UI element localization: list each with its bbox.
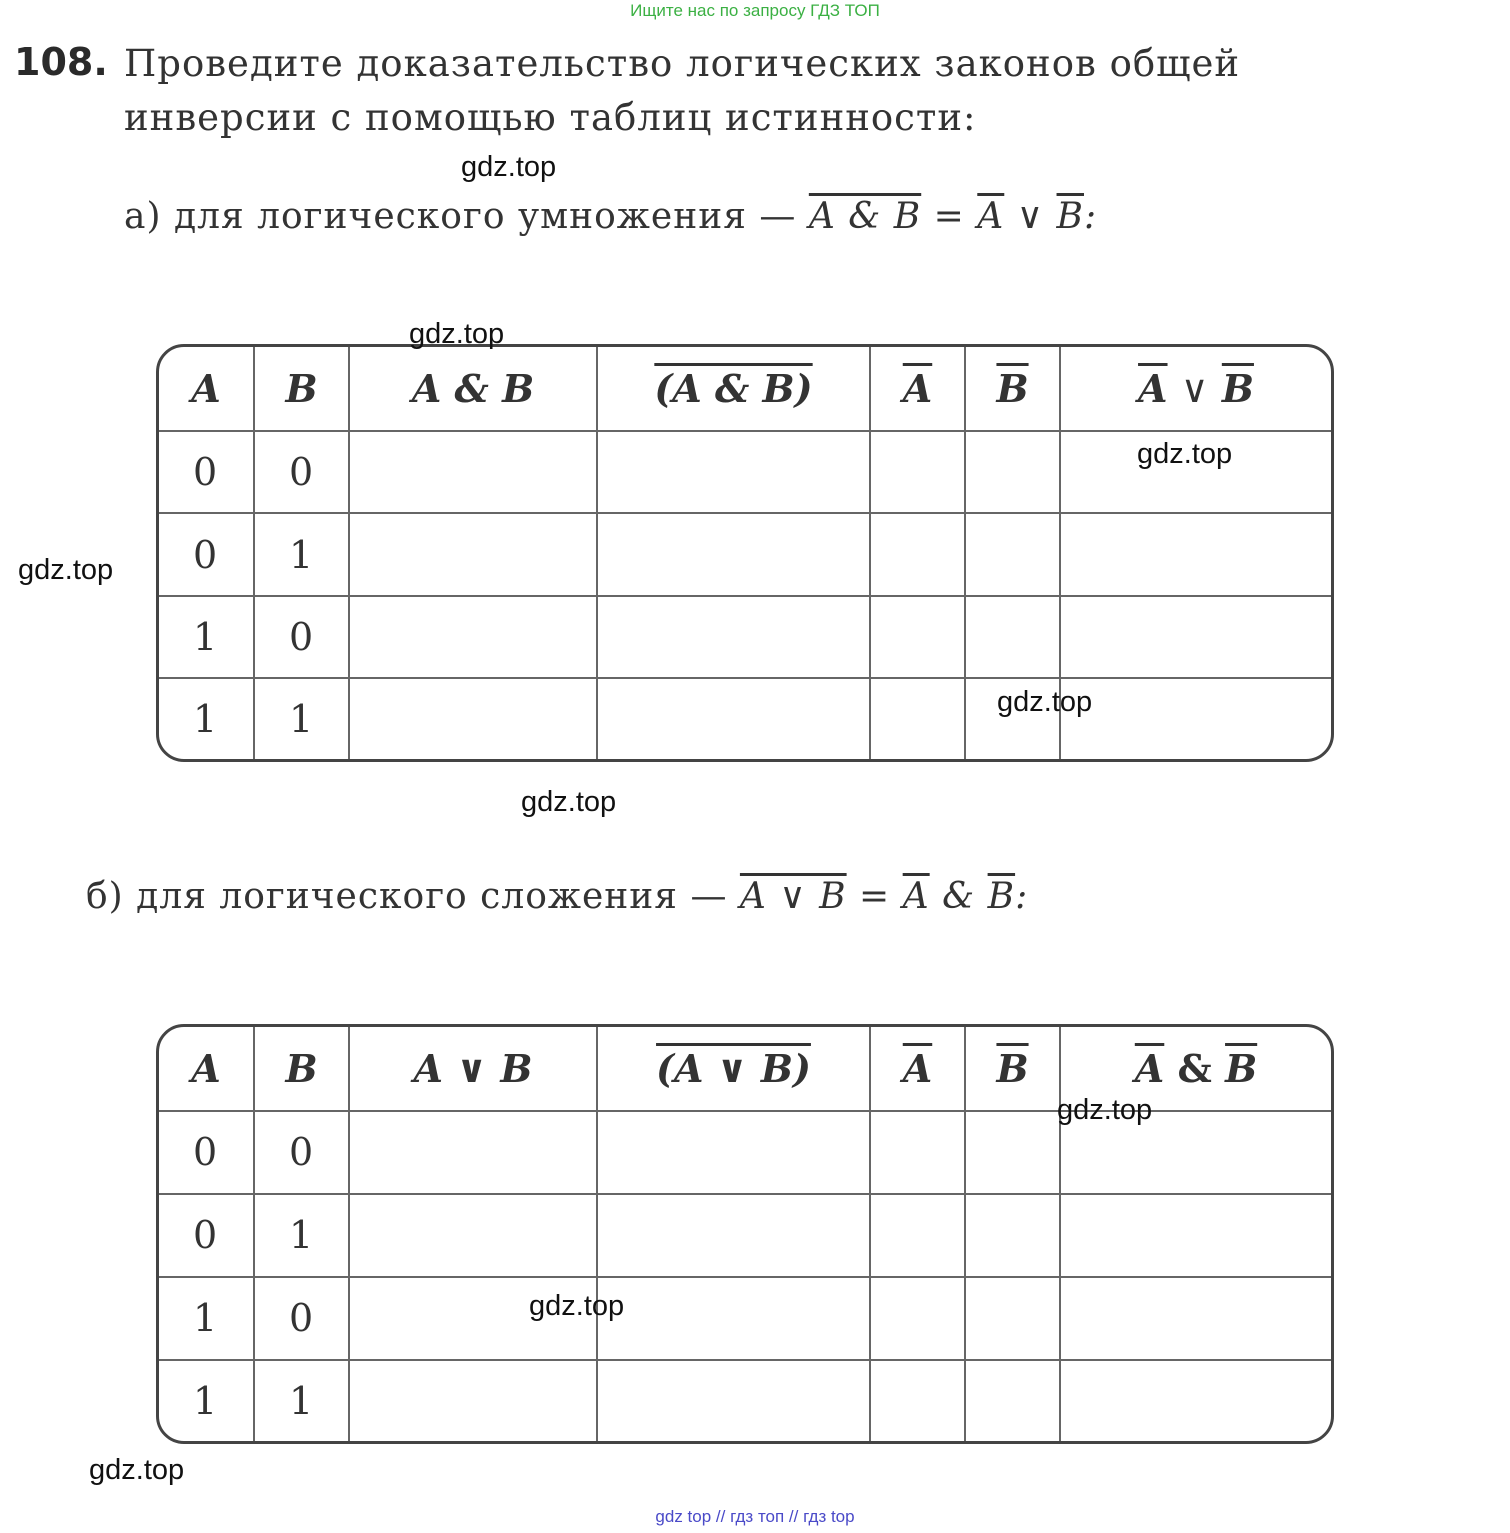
- empty-cell[interactable]: [965, 1194, 1060, 1277]
- table-row: [159, 1194, 1331, 1277]
- header-not-a-or-b: [597, 1027, 870, 1111]
- header-a: A: [159, 347, 254, 431]
- empty-cell[interactable]: [597, 1111, 870, 1194]
- empty-cell[interactable]: [870, 1277, 965, 1360]
- empty-cell[interactable]: [870, 431, 965, 513]
- empty-cell[interactable]: [349, 678, 597, 759]
- empty-cell[interactable]: [965, 1277, 1060, 1360]
- empty-cell[interactable]: [597, 1194, 870, 1277]
- empty-cell[interactable]: [1060, 678, 1331, 759]
- cell-a: 1: [159, 678, 254, 759]
- part-b-suffix: :: [1015, 876, 1029, 917]
- part-b-prefix: б) для логического сложения —: [86, 876, 728, 917]
- empty-cell[interactable]: [870, 678, 965, 759]
- cell-b: 1: [254, 1194, 349, 1277]
- header-a-and-b: A & B: [349, 347, 597, 431]
- header-not-b: [965, 1027, 1060, 1111]
- header-not-a: [870, 1027, 965, 1111]
- part-b-eq: =: [846, 876, 903, 917]
- empty-cell[interactable]: [597, 1360, 870, 1441]
- empty-cell[interactable]: [965, 1111, 1060, 1194]
- empty-cell[interactable]: [597, 513, 870, 595]
- header-not-a-or-not-b: [1060, 347, 1331, 431]
- header-not-a-text: $\overline{A}$: [902, 366, 933, 411]
- cell-b: 0: [254, 1277, 349, 1360]
- header-h-a: $\overline{A}$: [1138, 366, 1168, 411]
- header-h-a: $\overline{A}$: [1134, 1046, 1165, 1091]
- header-a-or-b: A ∨ B: [349, 1027, 597, 1111]
- empty-cell[interactable]: [349, 1360, 597, 1441]
- header-b: B: [254, 1027, 349, 1111]
- watermark: gdz.top: [18, 554, 114, 586]
- empty-cell[interactable]: [349, 1111, 597, 1194]
- cell-b: 0: [254, 596, 349, 678]
- part-a-prefix: а) для логического умножения —: [124, 196, 797, 237]
- header-b: B: [254, 347, 349, 431]
- part-b-rhs-b: $\overline{B}$: [987, 876, 1016, 917]
- part-a-op: ∨: [1004, 196, 1057, 237]
- part-b-formula: [740, 876, 1028, 917]
- empty-cell[interactable]: [1060, 596, 1331, 678]
- part-a-rhs-b: $\overline{B}$: [1056, 196, 1084, 237]
- part-b-op: &: [929, 876, 988, 917]
- empty-cell[interactable]: [870, 513, 965, 595]
- bottom-banner: gdz top // гдз топ // гдз top: [655, 1507, 855, 1526]
- cell-a: 0: [159, 513, 254, 595]
- truth-table-a: [156, 344, 1334, 762]
- cell-b: 0: [254, 1111, 349, 1194]
- empty-cell[interactable]: [965, 431, 1060, 513]
- header-not-a-or-b-text: (A ∨ B): [656, 1046, 811, 1091]
- part-a-rhs-a: $\overline{A}$: [977, 196, 1005, 237]
- header-a: A: [159, 1027, 254, 1111]
- table-row: [159, 1277, 1331, 1360]
- empty-cell[interactable]: [349, 1194, 597, 1277]
- header-not-a-text: $\overline{A}$: [902, 1046, 933, 1091]
- empty-cell[interactable]: [1060, 1277, 1331, 1360]
- header-h-op: &: [1177, 1046, 1212, 1091]
- watermark: gdz.top: [521, 786, 617, 818]
- part-a-formula: [809, 196, 1097, 237]
- part-a-eq: =: [921, 196, 978, 237]
- task-text-line-2: инверсии с помощью таблиц истинности:: [124, 96, 977, 139]
- empty-cell[interactable]: [1060, 1194, 1331, 1277]
- header-not-b-text: $\overline{B}$: [996, 1046, 1029, 1091]
- cell-a: 1: [159, 1277, 254, 1360]
- watermark: gdz.top: [1137, 438, 1233, 470]
- watermark: gdz.top: [529, 1290, 625, 1322]
- cell-b: 1: [254, 678, 349, 759]
- part-b-rhs-a: $\overline{A}$: [902, 876, 930, 917]
- empty-cell[interactable]: [870, 1111, 965, 1194]
- watermark: gdz.top: [461, 151, 557, 183]
- empty-cell[interactable]: [965, 596, 1060, 678]
- header-h-b: $\overline{B}$: [1221, 366, 1254, 411]
- table-row: [159, 678, 1331, 759]
- empty-cell[interactable]: [597, 596, 870, 678]
- header-not-a-and-b: [597, 347, 870, 431]
- table-row: [159, 1111, 1331, 1194]
- watermark: gdz.top: [997, 686, 1093, 718]
- top-banner: Ищите нас по запросу ГДЗ ТОП: [630, 1, 880, 20]
- task-number: 108.: [14, 40, 108, 84]
- cell-a: 0: [159, 1194, 254, 1277]
- part-a-suffix: :: [1084, 196, 1098, 237]
- watermark: gdz.top: [409, 318, 505, 350]
- part-b-heading: [86, 876, 1028, 917]
- empty-cell[interactable]: [965, 513, 1060, 595]
- header-not-b-text: $\overline{B}$: [996, 366, 1029, 411]
- empty-cell[interactable]: [870, 596, 965, 678]
- empty-cell[interactable]: [349, 513, 597, 595]
- truth-table-b: [156, 1024, 1334, 1444]
- header-not-a: [870, 347, 965, 431]
- empty-cell[interactable]: [1060, 1360, 1331, 1441]
- cell-a: 0: [159, 431, 254, 513]
- header-not-a-and-b-text: (A & B): [654, 366, 813, 411]
- task-text-line-1: Проведите доказательство логических законов общей: [124, 42, 1241, 85]
- empty-cell[interactable]: [870, 1360, 965, 1441]
- cell-a: 0: [159, 1111, 254, 1194]
- table-row: [159, 1360, 1331, 1441]
- cell-b: 1: [254, 1360, 349, 1441]
- cell-a: 1: [159, 596, 254, 678]
- watermark: gdz.top: [89, 1454, 185, 1486]
- empty-cell[interactable]: [965, 1360, 1060, 1441]
- empty-cell[interactable]: [597, 678, 870, 759]
- header-h-b: $\overline{B}$: [1225, 1046, 1258, 1091]
- empty-cell[interactable]: [597, 431, 870, 513]
- part-a-heading: [124, 196, 1097, 237]
- cell-a: 1: [159, 1360, 254, 1441]
- empty-cell[interactable]: [597, 1277, 870, 1360]
- empty-cell[interactable]: [1060, 513, 1331, 595]
- cell-b: 0: [254, 431, 349, 513]
- part-a-lhs: A & B: [808, 196, 922, 237]
- cell-b: 1: [254, 513, 349, 595]
- empty-cell[interactable]: [870, 1194, 965, 1277]
- empty-cell[interactable]: [349, 596, 597, 678]
- part-b-lhs: A ∨ B: [739, 876, 847, 917]
- header-h-op: ∨: [1180, 367, 1209, 411]
- empty-cell[interactable]: [349, 431, 597, 513]
- table-row: [159, 596, 1331, 678]
- header-not-b: [965, 347, 1060, 431]
- watermark: gdz.top: [1057, 1094, 1153, 1126]
- table-row: [159, 513, 1331, 595]
